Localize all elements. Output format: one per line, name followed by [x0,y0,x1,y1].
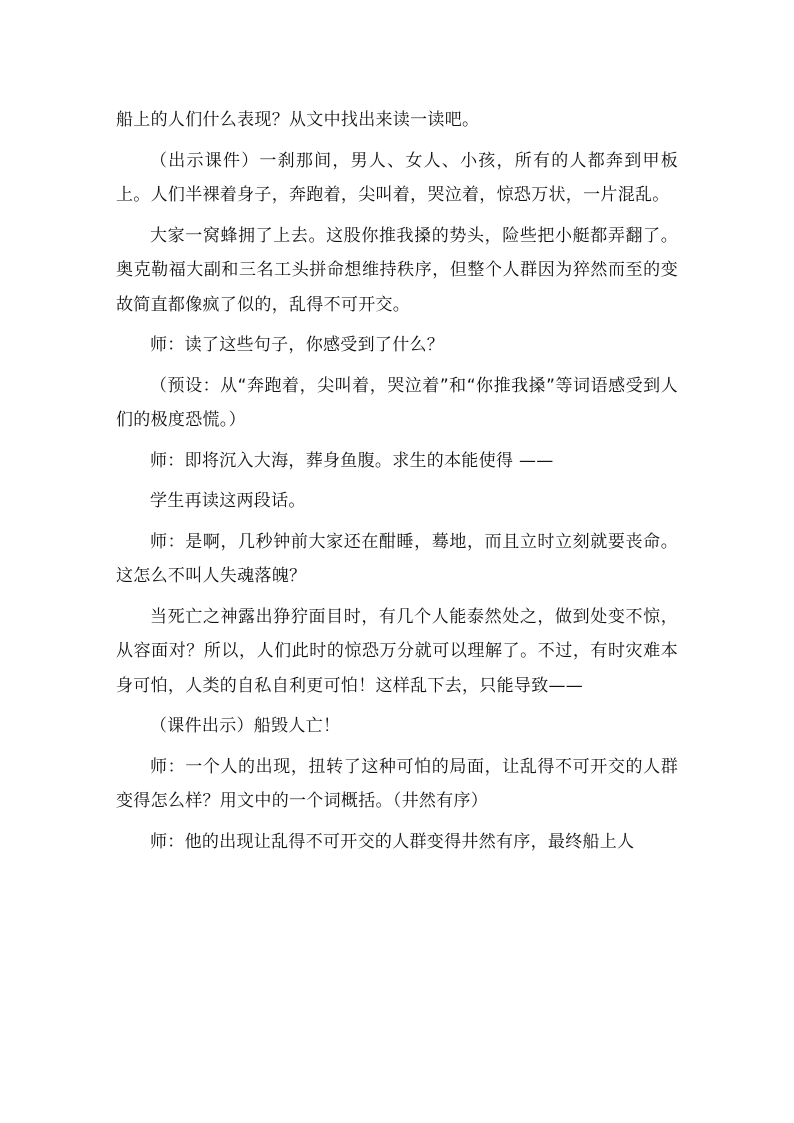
paragraph-courseware-excerpt-1: （出示课件）一刹那间，男人、女人、小孩，所有的人都奔到甲板上。人们半裸着身子，奔跑着，尖叫着，哭泣着，惊恐万状，一片混乱。 [116,150,678,205]
paragraph-teacher-prompt-2: 师：即将沉入大海，葬身鱼腹。求生的本能使得 —— [150,450,554,471]
paragraph-courseware-result: （课件出示）船毁人亡！ [150,716,341,736]
paragraph-teacher-prompt-1: 师：读了这些句子，你感受到了什么？ [150,335,445,355]
paragraph-question: 船上的人们什么表现？从文中找出来读一读吧。 [116,110,480,130]
paragraph-student-reread: 学生再读这两段话。 [150,491,306,511]
paragraph-preset-answer: （预设：从“奔跑着，尖叫着，哭泣着”和“你推我搡”等词语感受到人们的极度恐慌。） [116,375,678,430]
paragraph-teacher-prompt-4: 师：一个人的出现，扭转了这种可怕的局面，让乱得不可开交的人群变得怎么样？用文中的一个词概括。（井然有序） [116,756,678,811]
document-body [116,103,678,865]
paragraph-courseware-excerpt-2: 大家一窝蜂拥了上去。这股你推我搡的势头，险些把小艇都弄翻了。奥克勒福大副和三名工头拼命想维持秩序，但整个人群因为猝然而至的变故简直都像疯了似的，乱得不可开交。 [116,225,678,315]
paragraph-teacher-prompt-3: 师：是啊，几秒钟前大家还在酣睡，蓦地，而且立时立刻就要丧命。这怎么不叫人失魂落魄？ [116,531,678,586]
paragraph-teacher-prompt-5: 师：他的出现让乱得不可开交的人群变得井然有序，最终船上人 [150,831,635,852]
paragraph-commentary: 当死亡之神露出狰狞面目时，有几个人能泰然处之，做到处变不惊，从容面对？所以，人们此时的惊恐万分就可以理解了。不过，有时灾难本身可怕，人类的自私自利更可怕！这样乱下去，只能导致—— [116,606,678,696]
